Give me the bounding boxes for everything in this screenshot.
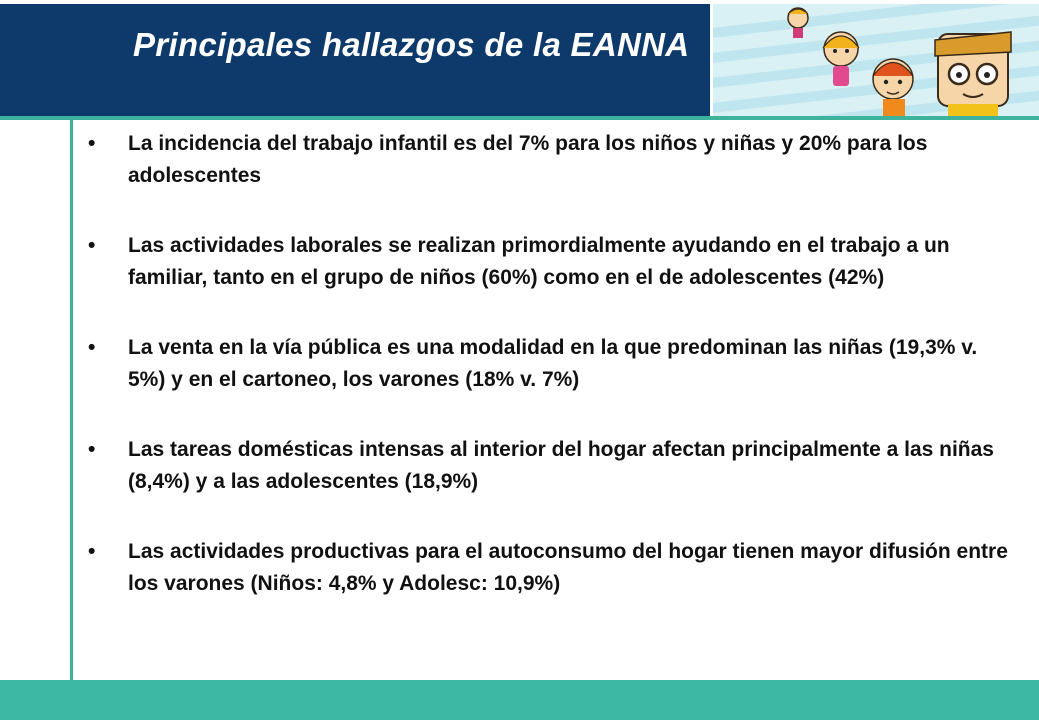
list-item: [88, 230, 1018, 294]
findings-list: [88, 128, 1018, 638]
left-margin-rule: [70, 120, 73, 680]
bullet-text: La incidencia del trabajo infantil es del 7% para los niños y niñas y 20% para los adolescentes: [128, 132, 928, 187]
slide-header: [0, 0, 1039, 120]
bullet-icon: •: [88, 438, 96, 461]
title-band: [0, 4, 710, 116]
children-illustration-graphic: [713, 4, 1039, 116]
bullet-icon: •: [88, 336, 96, 359]
bullet-text: Las tareas domésticas intensas al interior del hogar afectan principalmente a las niñas (8,4%) y a las adolescentes (18,9%): [128, 438, 994, 493]
header-divider: [0, 116, 1039, 120]
bullet-text: Las actividades productivas para el autoconsumo del hogar tienen mayor difusión entre los varones (Niños: 4,8% y Adolesc: 10,9%): [128, 540, 1008, 595]
bullet-icon: •: [88, 132, 96, 155]
page-title: Principales hallazgos de la EANNA: [133, 26, 690, 63]
footer-band: [0, 680, 1039, 720]
bullet-text: Las actividades laborales se realizan primordialmente ayudando en el trabajo a un familiar, tanto en el grupo de niños (60%) como en el de adolescentes (42%): [128, 234, 950, 289]
bullet-icon: •: [88, 234, 96, 257]
list-item: [88, 434, 1018, 498]
list-item: [88, 536, 1018, 600]
list-item: [88, 332, 1018, 396]
children-illustration: [713, 4, 1039, 116]
bullet-icon: •: [88, 540, 96, 563]
list-item: [88, 128, 1018, 192]
bullet-text: La venta en la vía pública es una modalidad en la que predominan las niñas (19,3% v. 5%) y en el cartoneo, los varones (18% v. 7%): [128, 336, 978, 391]
